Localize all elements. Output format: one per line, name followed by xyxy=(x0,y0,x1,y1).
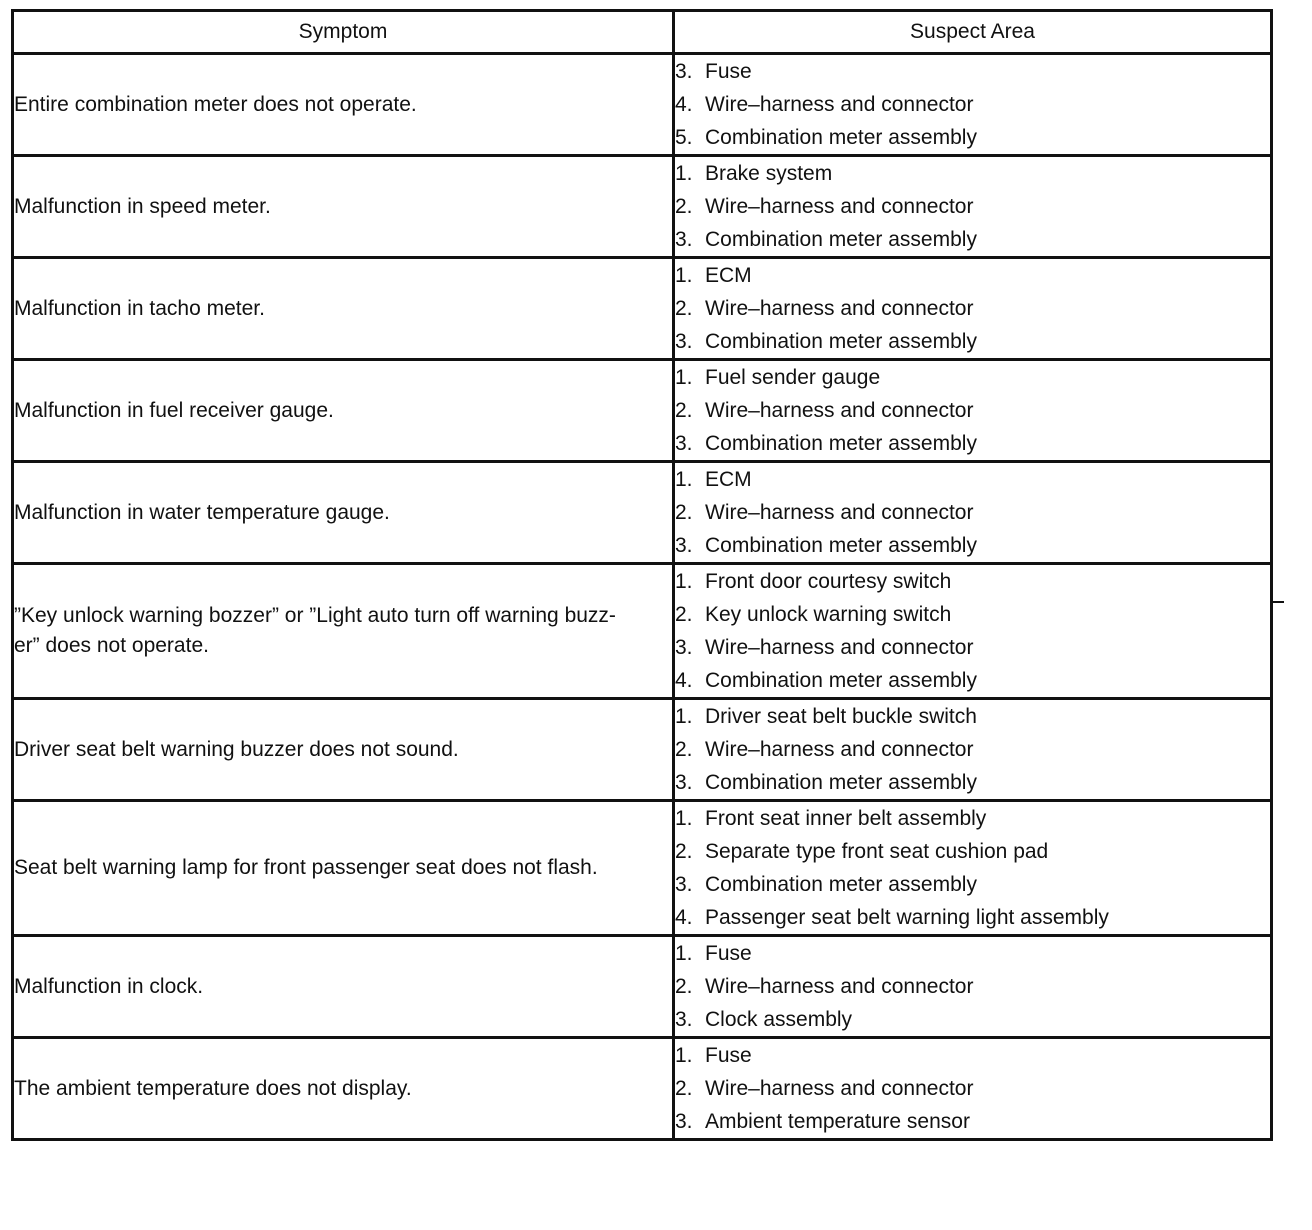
suspect-item-number: 3. xyxy=(675,60,693,83)
suspect-item xyxy=(675,598,1270,631)
suspect-item-number: 3. xyxy=(675,873,693,896)
suspect-item-text: Wire–harness and connector xyxy=(705,501,974,524)
suspect-item-number: 1. xyxy=(675,162,693,185)
suspect-item-number: 5. xyxy=(675,126,693,149)
suspect-list xyxy=(675,802,1270,934)
suspect-item-number: 1. xyxy=(675,1044,693,1067)
suspect-list xyxy=(675,55,1270,154)
suspect-item-number: 2. xyxy=(675,297,693,320)
suspect-item xyxy=(675,664,1270,697)
suspect-item xyxy=(675,766,1270,799)
suspect-item xyxy=(675,1003,1270,1036)
suspect-item-number: 2. xyxy=(675,840,693,863)
suspect-item-text: Front seat inner belt assembly xyxy=(705,807,987,830)
troubleshooting-table xyxy=(11,9,1273,1141)
suspect-item-number: 3. xyxy=(675,1008,693,1031)
suspect-item xyxy=(675,868,1270,901)
suspect-list xyxy=(675,1039,1270,1138)
suspect-item-number: 4. xyxy=(675,93,693,116)
suspect-item xyxy=(675,88,1270,121)
suspect-item-text: Driver seat belt buckle switch xyxy=(705,705,977,728)
suspect-item xyxy=(675,361,1270,394)
suspect-item-number: 4. xyxy=(675,669,693,692)
suspect-list xyxy=(675,700,1270,799)
header-symptom: Symptom xyxy=(13,11,674,54)
symptom-text: Driver seat belt warning buzzer does not sound. xyxy=(14,737,459,761)
suspect-item xyxy=(675,427,1270,460)
suspect-item xyxy=(675,631,1270,664)
suspect-area-cell xyxy=(674,54,1272,156)
suspect-item-text: Combination meter assembly xyxy=(705,669,977,692)
symptom-cell xyxy=(13,699,674,801)
table-row xyxy=(13,801,1272,936)
table-row xyxy=(13,258,1272,360)
symptom-text: Malfunction in tacho meter. xyxy=(14,296,265,320)
suspect-area-cell xyxy=(674,258,1272,360)
table-row xyxy=(13,936,1272,1038)
suspect-item-number: 3. xyxy=(675,771,693,794)
suspect-item-text: Key unlock warning switch xyxy=(705,603,952,626)
suspect-item-text: Wire–harness and connector xyxy=(705,399,974,422)
suspect-item-number: 1. xyxy=(675,366,693,389)
suspect-area-cell xyxy=(674,360,1272,462)
suspect-item-text: Wire–harness and connector xyxy=(705,738,974,761)
suspect-item-text: Fuse xyxy=(705,1044,752,1067)
suspect-item-text: Combination meter assembly xyxy=(705,771,977,794)
symptom-cell xyxy=(13,936,674,1038)
suspect-item-number: 3. xyxy=(675,432,693,455)
suspect-item-text: Fuse xyxy=(705,942,752,965)
suspect-list xyxy=(675,361,1270,460)
suspect-item-text: Wire–harness and connector xyxy=(705,297,974,320)
suspect-item xyxy=(675,700,1270,733)
table-body xyxy=(13,54,1272,1140)
table-row xyxy=(13,564,1272,699)
suspect-item-text: Front door courtesy switch xyxy=(705,570,952,593)
suspect-item-number: 1. xyxy=(675,468,693,491)
suspect-item-number: 3. xyxy=(675,1110,693,1133)
suspect-item-text: Fuel sender gauge xyxy=(705,366,881,389)
suspect-item-number: 1. xyxy=(675,264,693,287)
suspect-list xyxy=(675,259,1270,358)
suspect-item xyxy=(675,55,1270,88)
suspect-item xyxy=(675,802,1270,835)
suspect-item-text: Combination meter assembly xyxy=(705,330,977,353)
suspect-item xyxy=(675,292,1270,325)
symptom-cell xyxy=(13,54,674,156)
suspect-item xyxy=(675,733,1270,766)
table-row xyxy=(13,54,1272,156)
suspect-item-text: Combination meter assembly xyxy=(705,534,977,557)
suspect-item-number: 1. xyxy=(675,807,693,830)
suspect-item-text: Fuse xyxy=(705,60,752,83)
suspect-item xyxy=(675,223,1270,256)
suspect-item-text: Brake system xyxy=(705,162,833,185)
symptom-cell xyxy=(13,156,674,258)
suspect-item-text: Clock assembly xyxy=(705,1008,853,1031)
suspect-item xyxy=(675,529,1270,562)
symptom-cell xyxy=(13,258,674,360)
suspect-item-number: 2. xyxy=(675,195,693,218)
suspect-item-number: 2. xyxy=(675,501,693,524)
suspect-item xyxy=(675,394,1270,427)
suspect-item-number: 2. xyxy=(675,738,693,761)
suspect-item xyxy=(675,970,1270,1003)
suspect-item xyxy=(675,1072,1270,1105)
suspect-item xyxy=(675,325,1270,358)
suspect-item xyxy=(675,121,1270,154)
stray-line xyxy=(1270,601,1284,603)
suspect-item-text: Combination meter assembly xyxy=(705,432,977,455)
suspect-area-cell xyxy=(674,156,1272,258)
suspect-item xyxy=(675,565,1270,598)
suspect-item-number: 2. xyxy=(675,975,693,998)
suspect-item-text: Ambient temperature sensor xyxy=(705,1110,970,1133)
symptom-cell xyxy=(13,360,674,462)
suspect-area-cell xyxy=(674,801,1272,936)
suspect-item-text: Wire–harness and connector xyxy=(705,975,974,998)
suspect-item-text: ECM xyxy=(705,468,752,491)
suspect-item-text: Combination meter assembly xyxy=(705,873,977,896)
suspect-item-number: 1. xyxy=(675,942,693,965)
suspect-item-number: 3. xyxy=(675,330,693,353)
suspect-item-text: Wire–harness and connector xyxy=(705,1077,974,1100)
suspect-item xyxy=(675,259,1270,292)
symptom-text: Malfunction in water temperature gauge. xyxy=(14,500,390,524)
symptom-text: ”Key unlock warning bozzer” or ”Light auto turn off warning buzz- er” does not operate. xyxy=(14,604,616,657)
suspect-item-text: ECM xyxy=(705,264,752,287)
suspect-item-number: 1. xyxy=(675,705,693,728)
header-suspect-area: Suspect Area xyxy=(674,11,1272,54)
symptom-text: Malfunction in fuel receiver gauge. xyxy=(14,398,334,422)
symptom-text: Malfunction in speed meter. xyxy=(14,194,271,218)
suspect-area-cell xyxy=(674,936,1272,1038)
header-row xyxy=(13,11,1272,54)
suspect-item-text: Combination meter assembly xyxy=(705,126,977,149)
table-row xyxy=(13,1038,1272,1140)
symptom-text: Seat belt warning lamp for front passenger seat does not flash. xyxy=(14,856,598,879)
suspect-item xyxy=(675,835,1270,868)
suspect-list xyxy=(675,565,1270,697)
suspect-item-text: Passenger seat belt warning light assembly xyxy=(705,906,1109,929)
suspect-item xyxy=(675,463,1270,496)
suspect-list xyxy=(675,463,1270,562)
suspect-item-number: 1. xyxy=(675,570,693,593)
suspect-item-number: 3. xyxy=(675,636,693,659)
suspect-item xyxy=(675,190,1270,223)
suspect-item xyxy=(675,157,1270,190)
symptom-cell xyxy=(13,462,674,564)
suspect-list xyxy=(675,157,1270,256)
suspect-item xyxy=(675,496,1270,529)
table-row xyxy=(13,699,1272,801)
suspect-item xyxy=(675,937,1270,970)
suspect-item-number: 3. xyxy=(675,228,693,251)
suspect-item-text: Combination meter assembly xyxy=(705,228,977,251)
suspect-item-number: 3. xyxy=(675,534,693,557)
suspect-item xyxy=(675,1039,1270,1072)
suspect-area-cell xyxy=(674,564,1272,699)
symptom-cell xyxy=(13,801,674,936)
suspect-list xyxy=(675,937,1270,1036)
suspect-item-number: 2. xyxy=(675,399,693,422)
table-row xyxy=(13,156,1272,258)
suspect-item-text: Wire–harness and connector xyxy=(705,195,974,218)
suspect-item-text: Separate type front seat cushion pad xyxy=(705,840,1049,863)
suspect-item xyxy=(675,901,1270,934)
symptom-cell xyxy=(13,564,674,699)
suspect-item xyxy=(675,1105,1270,1138)
suspect-item-text: Wire–harness and connector xyxy=(705,93,974,116)
suspect-item-number: 4. xyxy=(675,906,693,929)
symptom-text: Malfunction in clock. xyxy=(14,974,204,998)
suspect-item-text: Wire–harness and connector xyxy=(705,636,974,659)
table-row xyxy=(13,462,1272,564)
suspect-area-cell xyxy=(674,1038,1272,1140)
suspect-area-cell xyxy=(674,699,1272,801)
table-row xyxy=(13,360,1272,462)
suspect-item-number: 2. xyxy=(675,1077,693,1100)
symptom-cell xyxy=(13,1038,674,1140)
suspect-item-number: 2. xyxy=(675,603,693,626)
suspect-area-cell xyxy=(674,462,1272,564)
symptom-text: The ambient temperature does not display. xyxy=(14,1076,412,1100)
symptom-text: Entire combination meter does not operate. xyxy=(14,92,417,116)
